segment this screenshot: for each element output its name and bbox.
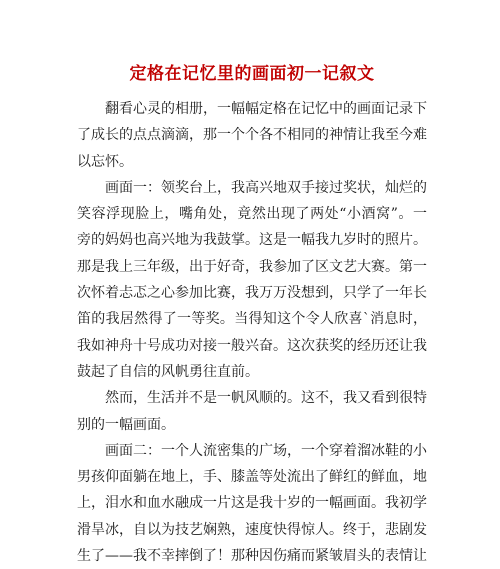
paragraph-intro: 翻看心灵的相册，一幅幅定格在记忆中的画面记录下了成长的点点滴滴，那一个个各不相同的神情让我至今难以忘怀。 bbox=[77, 101, 427, 170]
document-page bbox=[77, 58, 427, 569]
paragraph-scene-two: 画面二：一个人流密集的广场，一个穿着溜冰鞋的小男孩仰面躺在地上，手、膝盖等处流出了鲜红的鲜血，地上，泪水和血水融成一片这是我十岁的一幅画面。我初学滑旱冰，自以为技艺娴熟，速度快得惊人。终于，悲剧发生了——我不幸摔倒了！那种因伤痛而紧皱眉头的表情让 bbox=[77, 442, 427, 565]
paragraph-scene-one: 画面一：领奖台上，我高兴地双手接过奖状，灿烂的笑容浮现脸上，嘴角处，竟然出现了两处“小酒窝”。一旁的妈妈也高兴地为我鼓掌。这是一幅我九岁时的照片。那是我上三年级，出于好奇，我参加了区文艺大赛。第一次怀着忐忑之心参加比赛，我万万没想到，只学了一年长笛的我居然得了一等奖。当得知这个令人欣喜`消息时，我如神舟十号成功对接一般兴奋。这次获奖的经历还让我鼓起了自信的风帆勇往直前。 bbox=[77, 179, 427, 380]
paragraph-transition: 然而，生活并不是一帆风顺的。这不，我又看到很特别的一幅画面。 bbox=[77, 390, 427, 433]
document-title: 定格在记忆里的画面初一记叙文 bbox=[129, 64, 375, 84]
